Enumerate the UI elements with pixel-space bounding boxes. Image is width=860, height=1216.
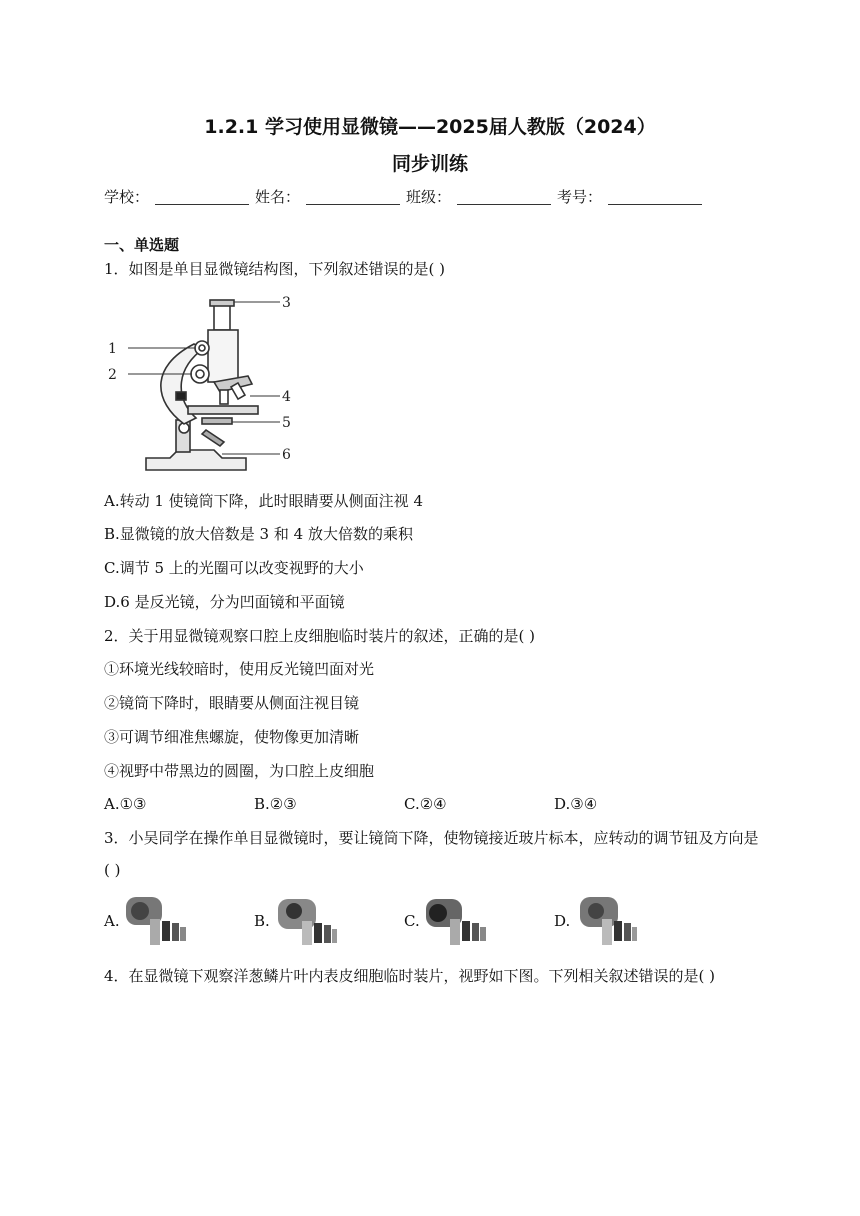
worksheet-title: 1.2.1 学习使用显微镜——2025届人教版（2024） xyxy=(204,116,656,138)
class-blank[interactable] xyxy=(457,188,551,205)
q2-statement-3: ③可调节细准焦螺旋，使物像更加清晰 xyxy=(104,728,360,746)
q3-option-c: C. xyxy=(404,893,554,949)
name-label: 姓名： xyxy=(255,188,301,206)
diagram-label-4: 4 xyxy=(282,389,291,405)
diagram-label-2: 2 xyxy=(108,367,117,383)
q2-option-a: A.①③ xyxy=(104,795,147,813)
school-blank[interactable] xyxy=(155,188,249,205)
q1-option-b: B.显微镜的放大倍数是 3 和 4 放大倍数的乘积 xyxy=(104,525,413,543)
q2-statement-1: ①环境光线较暗时，使用反光镜凹面对光 xyxy=(104,660,375,678)
q3-option-a: A. xyxy=(104,893,254,949)
q3-stem: 3．小吴同学在操作单目显微镜时，要让镜筒下降，使物镜接近玻片标本，应转动的调节钮及方向是( ) xyxy=(104,829,759,879)
exam-number-label: 考号： xyxy=(557,188,603,206)
class-label: 班级： xyxy=(406,188,452,206)
q1-option-a: A.转动 1 使镜筒下降，此时眼睛要从侧面注视 4 xyxy=(104,492,423,510)
q2-option-d: D.③④ xyxy=(554,795,598,813)
diagram-label-3: 3 xyxy=(282,295,291,311)
student-info-row xyxy=(104,186,708,207)
q1-option-d: D.6 是反光镜，分为凹面镜和平面镜 xyxy=(104,593,345,611)
q2-stem: 2．关于用显微镜观察口腔上皮细胞临时装片的叙述，正确的是( ) xyxy=(104,627,536,645)
q1-option-c: C.调节 5 上的光圈可以改变视野的大小 xyxy=(104,559,364,577)
diagram-label-1: 1 xyxy=(108,341,117,357)
exam-number-blank[interactable] xyxy=(608,188,702,205)
worksheet-subtitle: 同步训练 xyxy=(391,153,468,175)
section-title: 一、单选题 xyxy=(104,236,180,254)
diagram-label-5: 5 xyxy=(282,415,291,431)
q2-statement-2: ②镜筒下降时，眼睛要从侧面注视目镜 xyxy=(104,694,360,712)
q2-options xyxy=(104,795,704,813)
q3-option-b: B. xyxy=(254,893,404,949)
q3-image-options xyxy=(104,893,704,949)
microscope-diagram xyxy=(104,292,300,476)
q3-option-d: D. xyxy=(554,893,704,949)
q2-option-c: C.②④ xyxy=(404,795,447,813)
microscope-knob-photo xyxy=(572,893,638,949)
q2-statement-4: ④视野中带黑边的圆圈，为口腔上皮细胞 xyxy=(104,762,375,780)
name-blank[interactable] xyxy=(306,188,400,205)
q4-stem: 4．在显微镜下观察洋葱鳞片叶内表皮细胞临时装片，视野如下图。下列相关叙述错误的是( ) xyxy=(104,967,716,985)
microscope-knob-photo xyxy=(122,893,188,949)
q2-option-b: B.②③ xyxy=(254,795,297,813)
microscope-knob-photo xyxy=(422,893,488,949)
school-label: 学校： xyxy=(104,188,150,206)
microscope-knob-photo xyxy=(272,893,338,949)
diagram-label-6: 6 xyxy=(282,447,291,463)
q1-stem: 1．如图是单目显微镜结构图，下列叙述错误的是( ) xyxy=(104,260,446,278)
